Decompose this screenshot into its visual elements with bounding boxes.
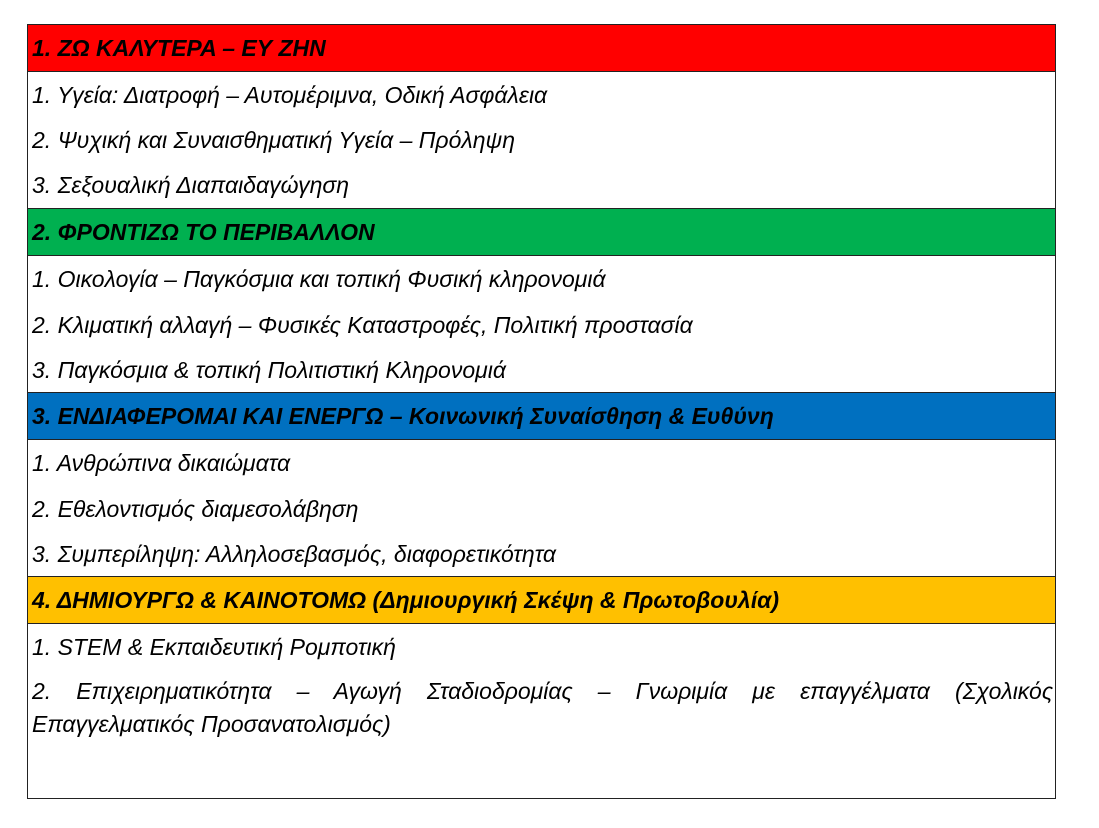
list-item: 1. Οικολογία – Παγκόσμια και τοπική Φυσική κληρονομιά: [32, 265, 606, 292]
list-item: 3. Συμπερίληψη: Αλληλοσεβασμός, διαφορετικότητα: [32, 540, 556, 567]
list-item: 2. Εθελοντισμός διαμεσολάβηση: [32, 495, 359, 522]
list-item: 1. Ανθρώπινα δικαιώματα: [32, 449, 291, 476]
list-item: 1. Υγεία: Διατροφή – Αυτομέριμνα, Οδική Ασφάλεια: [32, 81, 548, 108]
list-item: 3. Σεξουαλική Διαπαιδαγώγηση: [32, 171, 349, 198]
section-header-2: 2. ΦΡΟΝΤΙΖΩ ΤΟ ΠΕΡΙΒΑΛΛΟΝ: [28, 208, 1055, 256]
section-header-3: 3. ΕΝΔΙΑΦΕΡΟΜΑΙ ΚΑΙ ΕΝΕΡΓΩ – Κοινωνική Συναίσθηση & Ευθύνη: [28, 392, 1055, 440]
list-item: 2. Ψυχική και Συναισθηματική Υγεία – Πρόληψη: [32, 126, 515, 153]
list-item: 1. STEM & Εκπαιδευτική Ρομποτική: [32, 633, 396, 660]
section-header-1: 1. ΖΩ ΚΑΛΥΤΕΡΑ – ΕΥ ΖΗΝ: [28, 25, 1055, 72]
thematic-areas-table: [27, 24, 1056, 799]
list-item: 2. Επιχειρηματικότητα – Αγωγή Σταδιοδρομίας – Γνωριμία με επαγγέλματα (Σχολικός Επαγγελματικός Προσανατολισμός): [32, 678, 1053, 737]
list-item: 3. Παγκόσμια & τοπική Πολιτιστική Κληρονομιά: [32, 356, 506, 383]
empty-row: [28, 750, 1055, 798]
section-header-4: 4. ΔΗΜΙΟΥΡΓΩ & ΚΑΙΝΟΤΟΜΩ (Δημιουργική Σκέψη & Πρωτοβουλία): [28, 576, 1055, 624]
list-item: 2. Κλιματική αλλαγή – Φυσικές Καταστροφές, Πολιτική προστασία: [32, 311, 693, 338]
